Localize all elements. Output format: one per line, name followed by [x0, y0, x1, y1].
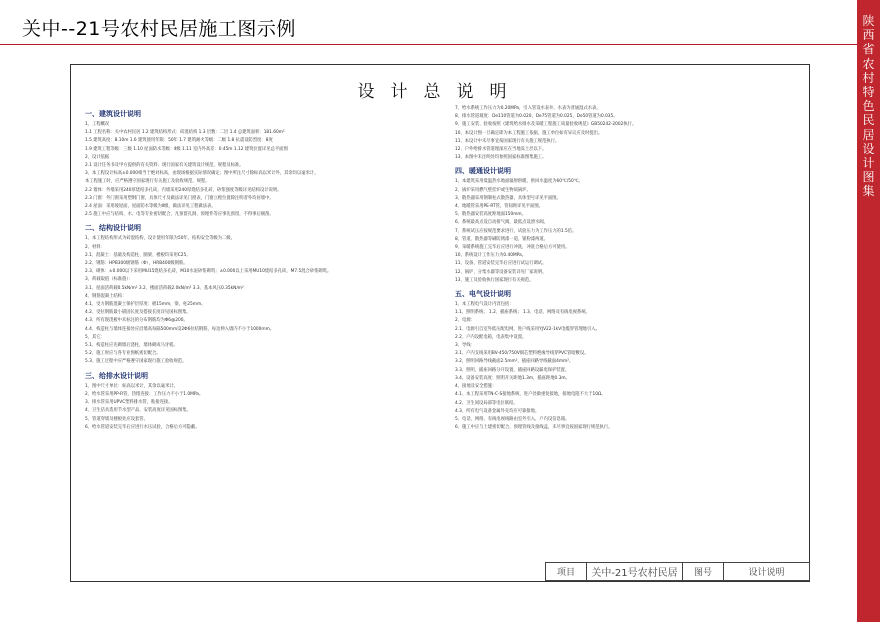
section-line: 5、管道穿墙及楼板处应设套管。 [85, 416, 148, 422]
section-line: 4、接地及安全措施： [455, 384, 497, 390]
section-line: 3.4、设备安装高度：照明开关距地1.3m，插座距地0.3m。 [455, 375, 570, 381]
section-line: 10、本设计图一旦确定即为本工程施工依据，施工单位如有异议应及时提出。 [455, 130, 603, 136]
section-line: 6、施工中应与土建密切配合，预埋管线及接线盒，未尽事宜按国家现行规范执行。 [455, 425, 613, 431]
section-line: 13、施工及验收执行国家现行有关规范。 [455, 277, 534, 283]
section-line: 2.4 屋面：采用坡屋面，屋面防水等级为Ⅱ级，做法详见工程做法表。 [85, 204, 216, 210]
section-line: 4.1、本工程采用TN-C-S接地系统，进户处做重复接地，接地电阻不大于10Ω。 [455, 392, 606, 398]
section-line: 3、荷载取值（标准值）： [85, 277, 133, 283]
section-line: 5.1、构造柱应先砌墙后浇柱，墙体砌成马牙槎。 [85, 343, 178, 349]
section-line: 4.1、受力钢筋混凝土保护层厚度：板15mm，梁、柱25mm。 [85, 302, 206, 308]
section-line: 5、散热器安装高度距地面150mm。 [455, 212, 526, 218]
section-line: 5、其它： [85, 334, 105, 340]
section-line: 1.9 建筑工程等级：三级 1.10 屋面防水等级：Ⅱ级 1.11 室内外高差：0.45m 1.12 建筑位置详见总平面图 [85, 146, 288, 152]
section-line: 5.2、施工时应与各专业图纸密切配合。 [85, 351, 161, 357]
section-line: 1、工程概况 [85, 122, 110, 127]
section-line: 11、设备、管道安装完毕后应进行试运行调试。 [455, 261, 547, 267]
section-heading: 二、结构设计说明 [85, 224, 141, 233]
title-block-drawing-name: 设计说明 [748, 568, 785, 578]
section-line: 9、施工安装、验收按照《建筑给水排水及采暖工程施工质量验收规范》GB50242-2002执行。 [455, 122, 637, 128]
section-line: 2、锅炉采用燃气壁挂炉或生物质锅炉。 [455, 187, 531, 193]
section-line: 4.3、所有现浇板中未标注的分布钢筋均为Φ6@200。 [85, 318, 188, 324]
section-line: 3、本工程设计标高±0.000相当于绝对标高，由现场根据实际情况确定；图中所注尺寸除标高以米计外，其余均以毫米计。 [85, 171, 319, 177]
section-line: 1、本工程结构形式为砖混结构，设计使用年限为50年，结构安全等级为二级。 [85, 236, 235, 242]
section-line: 4.2、受拉钢筋最小锚固长度及搭接长度详见国标图集。 [85, 310, 191, 316]
section-line: 2.1 设计任务书及甲方提供的有关资料；现行国家有关建筑设计规范、规程及标准。 [85, 163, 244, 169]
section-line: 2.1、电源引自室外低压配电网，进户线采用YJV22-1kV电缆穿管埋地引入。 [455, 326, 600, 332]
title-block [545, 562, 810, 581]
section-line: 2.2、户内设配电箱，电表集中设置。 [455, 334, 527, 340]
title-block-project-name: 关中-21号农村民居 [587, 563, 683, 580]
section-line: 4、卫生洁具选用节水型产品，安装高度详见国标图集。 [85, 408, 191, 414]
section-line: 5、电话、网络、有线电视线路由室外引入，户内设信息箱。 [455, 416, 570, 422]
section-heading: 四、暖通设计说明 [455, 167, 511, 176]
section-heading: 三、给排水设计说明 [85, 371, 148, 380]
section-line: 2、材料： [85, 244, 105, 250]
section-line: 3.1、屋面活荷载0.5kN/m² 3.2、楼面活荷载2.0kN/m² 3.3、基本风压0.35kN/m² [85, 285, 244, 291]
section-line: 3、导线： [455, 343, 475, 349]
section-line: 1、图中尺寸单位：标高以米计，其余以毫米计。 [85, 383, 178, 389]
section-line: 2.5 施工中应与结构、水、电等专业密切配合，凡预留孔洞、预埋件等应事先预留，不得事后剔凿。 [85, 212, 274, 218]
right-column [455, 105, 793, 432]
section-line: 2.3、砌体：±0.000以下采用MU15烧结多孔砖，M10水泥砂浆砌筑；±0.000以上采用MU10烧结多孔砖，M7.5混合砂浆砌筑。 [85, 269, 332, 275]
section-line: 2.3 门窗：外门窗采用塑钢门窗，具体尺寸及做法详见门窗表，门窗立樘位置除注明者外均居墙中。 [85, 195, 274, 201]
title-block-project-label: 项目 [546, 563, 587, 580]
section-line: 3、散热器采用钢制柱式散热器，具体型号详见平面图。 [455, 195, 561, 201]
section-line: 6、系统最高点设自动排气阀，最低点设泄水阀。 [455, 220, 548, 226]
header-rule [0, 44, 857, 45]
section-line: 3、排水管采用UPVC塑料排水管，粘接连接。 [85, 400, 173, 406]
section-line: 2、设计依据 [85, 154, 110, 160]
section-line: 4.2、卫生间设局部等电位联结。 [455, 400, 518, 406]
section-line: 3.2、照明回路导线截面2.5mm²，插座回路导线截面4mm²。 [455, 359, 574, 365]
section-line: 3.1、户内支线采用BV-450/750V铜芯塑料绝缘导线穿PVC管暗敷设。 [455, 351, 589, 357]
section-line: 11、本设计中未尽事宜按国家现行有关施工规范执行。 [455, 138, 560, 144]
section-line: 2.2、钢筋：HPB300级钢筋（Φ），HRB400级钢筋。 [85, 261, 188, 267]
section-line: 10、系统设计工作压力为0.40MPa。 [455, 253, 527, 259]
section-line: 4、地暖管采用PE-RT管，管间距详见平面图。 [455, 204, 543, 210]
section-line: 1、本工程电气设计内容包括： [455, 302, 514, 308]
drawing-frame [70, 64, 810, 582]
section-line: 12、锅炉、分集水器等设备安装详见厂家说明。 [455, 269, 547, 275]
section-line: 1.1、照明系统； 1.2、插座系统； 1.3、电话、网络及有线电视系统。 [455, 310, 590, 316]
document-title: 设计总说明 [357, 82, 523, 102]
section-line: 4.4、构造柱与墙体连接处应沿墙高每隔500mm设2Φ6拉结钢筋，每边伸入墙内不小于1000mm。 [85, 326, 275, 332]
left-column [85, 105, 423, 432]
section-line: 7、给水系统工作压力为0.20MPa，引入管设水表井，水表为普通湿式水表。 [455, 106, 601, 111]
section-line: 8、排水管道坡度：De110管道为0.020，De75管道为0.025，De50管道为0.035。 [455, 114, 618, 120]
title-block-drawing-label: 图号 [683, 563, 724, 580]
section-line: 1.5 建筑高度：8.10m 1.6 建筑使用年限：50年 1.7 建筑耐火等级：二级 1.8 抗震设防烈度：8度 [85, 138, 273, 144]
section-line: 5.3、施工过程中应严格遵守国家现行施工验收规范。 [85, 359, 187, 365]
section-line: 1、本建筑采用低温热水地面辐射供暖，供回水温度为60℃/50℃。 [455, 179, 583, 185]
section-line: 2、给水管采用PP-R管，热熔连接；工作压力不小于1.0MPa。 [85, 391, 204, 397]
page-title: 关中--21号农村民居施工图示例 [22, 18, 296, 40]
section-line: 2、电源： [455, 318, 475, 324]
section-line: 6、给水管道安装完毕后应进行水压试验，合格后方可隐蔽。 [85, 424, 200, 430]
section-heading: 五、电气设计说明 [455, 290, 511, 299]
section-line: 4.3、所有电气设备金属外壳均应可靠接地。 [455, 408, 540, 414]
side-label: 陕西省农村特色民居设计图集 [862, 14, 875, 199]
section-line: 本工程施工时，应严格遵守国家现行有关施工及验收规范、规程。 [85, 179, 210, 185]
section-line: 4、钢筋混凝土结构： [85, 293, 127, 299]
section-line: 7、系统试压应按规范要求进行，试验压力为工作压力的1.5倍。 [455, 228, 577, 234]
side-band [857, 0, 880, 622]
section-heading: 一、建筑设计说明 [85, 110, 141, 118]
section-line: 2.1、混凝土：基础及构造柱、圈梁、楼板均采用C25。 [85, 252, 191, 258]
section-line: 12、户外给排水管道埋深应在当地冻土层以下。 [455, 147, 547, 153]
section-line: 2.2 墙体：外墙采用240厚烧结多孔砖，内墙采用240厚烧结多孔砖，砂浆强度等级详见结构设计说明。 [85, 187, 282, 193]
section-line: 1.1 工程名称：关中农村民居 1.2 建筑结构形式：砖混结构 1.3 层数：二层 1.4 总建筑面积：181.60m² [85, 130, 285, 136]
section-line: 3.3、照明、插座回路分开设置，插座回路设漏电保护装置。 [455, 367, 570, 373]
section-line: 8、管道、散热器等刷防锈漆一道，银粉漆两道。 [455, 236, 548, 242]
section-line: 9、采暖系统施工完毕后应进行冲洗，冲洗合格后方可使用。 [455, 245, 570, 251]
section-line: 13、本图中未注明处均参照国家标准图集施工。 [455, 155, 547, 161]
